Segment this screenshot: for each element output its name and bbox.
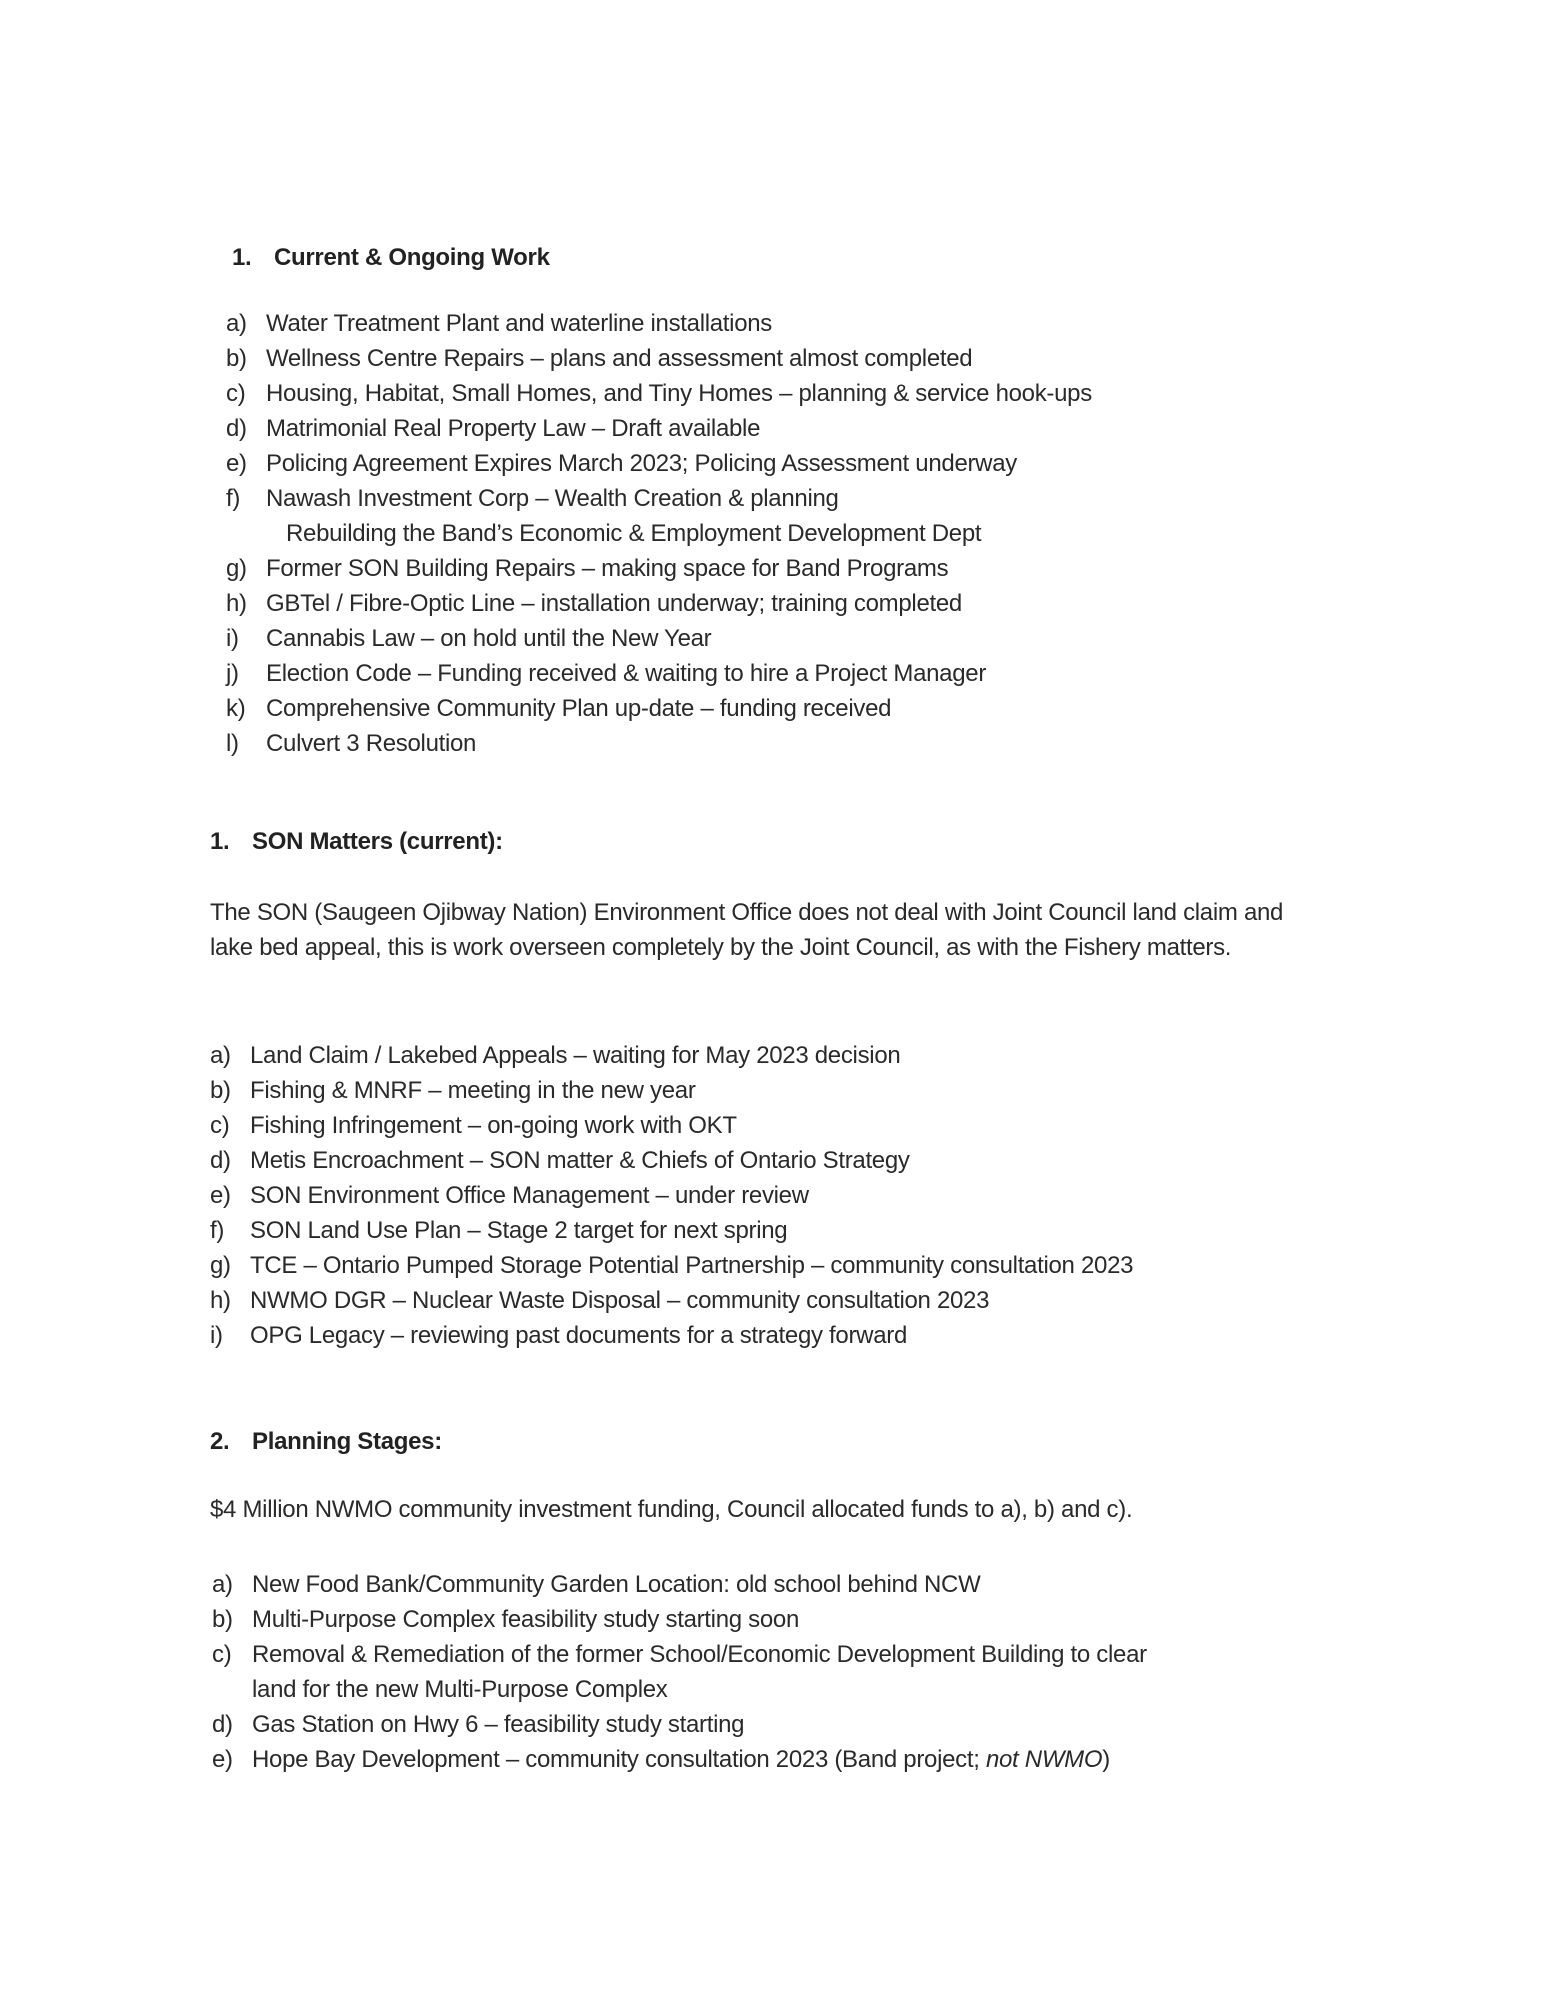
item-text: TCE – Ontario Pumped Storage Potential Partnership – community consultation 2023 — [250, 1252, 1134, 1279]
section-title: Planning Stages: — [252, 1428, 442, 1455]
list-item — [226, 656, 1376, 691]
item-text: Multi-Purpose Complex feasibility study starting soon — [252, 1606, 800, 1633]
item-text: Policing Agreement Expires March 2023; Policing Assessment underway — [266, 450, 1017, 477]
section-number: 1. — [232, 244, 252, 271]
item-text: Matrimonial Real Property Law – Draft available — [266, 415, 761, 442]
item-text: Housing, Habitat, Small Homes, and Tiny Homes – planning & service hook-ups — [266, 380, 1092, 407]
section-number: 2. — [210, 1428, 230, 1455]
list-item — [212, 1567, 1362, 1602]
list-item — [210, 1108, 1360, 1143]
item-text: Nawash Investment Corp – Wealth Creation & planning — [266, 485, 839, 512]
item-marker: c) — [212, 1641, 232, 1668]
item-text-close: ) — [1102, 1746, 1110, 1773]
item-marker: e) — [210, 1182, 231, 1209]
list-item — [212, 1707, 1362, 1742]
list-item — [226, 481, 1376, 516]
item-text-italic: not NWMO — [985, 1746, 1103, 1773]
item-text: GBTel / Fibre-Optic Line – installation underway; training completed — [266, 590, 962, 617]
list-item — [210, 1038, 1360, 1073]
item-marker: a) — [212, 1571, 233, 1598]
item-text: Fishing Infringement – on-going work with OKT — [250, 1112, 737, 1139]
item-marker: d) — [210, 1147, 231, 1174]
item-marker: l) — [226, 730, 239, 757]
son-matters-list — [210, 1038, 1360, 1353]
item-text — [252, 1742, 1110, 1777]
list-item — [226, 306, 1376, 341]
section-heading-current-work — [232, 244, 550, 272]
item-marker: i) — [226, 625, 239, 652]
list-item — [226, 341, 1376, 376]
item-text: NWMO DGR – Nuclear Waste Disposal – community consultation 2023 — [250, 1287, 990, 1314]
item-marker: d) — [226, 415, 247, 442]
list-item — [226, 551, 1376, 586]
list-item — [226, 446, 1376, 481]
item-text: Culvert 3 Resolution — [266, 730, 477, 757]
list-item — [212, 1602, 1362, 1637]
list-item — [226, 726, 1376, 761]
item-marker: k) — [226, 695, 246, 722]
list-item — [212, 1742, 1362, 1777]
item-marker: c) — [226, 380, 246, 407]
item-marker: j) — [226, 660, 239, 687]
list-item — [210, 1248, 1360, 1283]
item-marker: b) — [226, 345, 247, 372]
section-heading-planning-stages — [210, 1428, 442, 1456]
list-item — [210, 1143, 1360, 1178]
item-text: OPG Legacy – reviewing past documents for a strategy forward — [250, 1322, 907, 1349]
item-marker: i) — [210, 1322, 223, 1349]
item-marker: f) — [210, 1217, 225, 1244]
section-title: SON Matters (current): — [252, 828, 503, 855]
item-text: Comprehensive Community Plan up-date – funding received — [266, 695, 892, 722]
list-item — [226, 586, 1376, 621]
item-text: Wellness Centre Repairs – plans and assessment almost completed — [266, 345, 973, 372]
item-marker: e) — [212, 1746, 233, 1773]
list-item — [210, 1073, 1360, 1108]
item-marker: e) — [226, 450, 247, 477]
item-marker — [212, 1672, 252, 1707]
item-text: Removal & Remediation of the former School/Economic Development Building to clear — [252, 1641, 1147, 1668]
item-marker: b) — [212, 1606, 233, 1633]
list-item-continuation — [212, 1672, 1362, 1707]
item-text: Gas Station on Hwy 6 – feasibility study starting — [252, 1711, 745, 1738]
list-item — [210, 1213, 1360, 1248]
item-marker — [226, 516, 286, 551]
list-item — [210, 1178, 1360, 1213]
section-title: Current & Ongoing Work — [274, 244, 550, 271]
item-text: SON Land Use Plan – Stage 2 target for next spring — [250, 1217, 788, 1244]
item-marker: b) — [210, 1077, 231, 1104]
item-marker: f) — [226, 485, 241, 512]
item-text: Fishing & MNRF – meeting in the new year — [250, 1077, 696, 1104]
list-item — [226, 691, 1376, 726]
planning-stages-list — [212, 1567, 1362, 1777]
planning-stages-paragraph: $4 Million NWMO community investment funding, Council allocated funds to a), b) and c). — [210, 1496, 1133, 1523]
list-item — [226, 621, 1376, 656]
section-heading-son-matters — [210, 828, 503, 856]
list-item — [210, 1318, 1360, 1353]
son-matters-paragraph: The SON (Saugeen Ojibway Nation) Environment Office does not deal with Joint Council land claim and lake bed appeal, this is work overseen completely by the Joint Council, as with the Fishery matters. — [210, 899, 1284, 961]
item-marker: g) — [226, 555, 247, 582]
section-number: 1. — [210, 828, 230, 855]
item-text: New Food Bank/Community Garden Location: old school behind NCW — [252, 1571, 981, 1598]
item-marker: c) — [210, 1112, 230, 1139]
item-text: Election Code – Funding received & waiting to hire a Project Manager — [266, 660, 987, 687]
list-item — [226, 376, 1376, 411]
list-item-continuation — [226, 516, 1376, 551]
item-text: Rebuilding the Band’s Economic & Employment Development Dept — [286, 520, 982, 547]
item-marker: g) — [210, 1252, 231, 1279]
item-text: land for the new Multi-Purpose Complex — [252, 1676, 668, 1703]
item-marker: h) — [210, 1287, 231, 1314]
item-text: Cannabis Law – on hold until the New Year — [266, 625, 712, 652]
list-item — [212, 1637, 1362, 1672]
item-marker: a) — [210, 1042, 231, 1069]
item-text: Water Treatment Plant and waterline installations — [266, 310, 772, 337]
item-marker: h) — [226, 590, 247, 617]
item-marker: d) — [212, 1711, 233, 1738]
item-marker: a) — [226, 310, 247, 337]
item-text: SON Environment Office Management – under review — [250, 1182, 809, 1209]
item-text: Land Claim / Lakebed Appeals – waiting for May 2023 decision — [250, 1042, 901, 1069]
current-work-list — [226, 306, 1376, 761]
item-text: Metis Encroachment – SON matter & Chiefs of Ontario Strategy — [250, 1147, 910, 1174]
item-text-main: Hope Bay Development – community consultation 2023 (Band project; — [252, 1746, 986, 1773]
list-item — [226, 411, 1376, 446]
list-item — [210, 1283, 1360, 1318]
item-text: Former SON Building Repairs – making space for Band Programs — [266, 555, 949, 582]
